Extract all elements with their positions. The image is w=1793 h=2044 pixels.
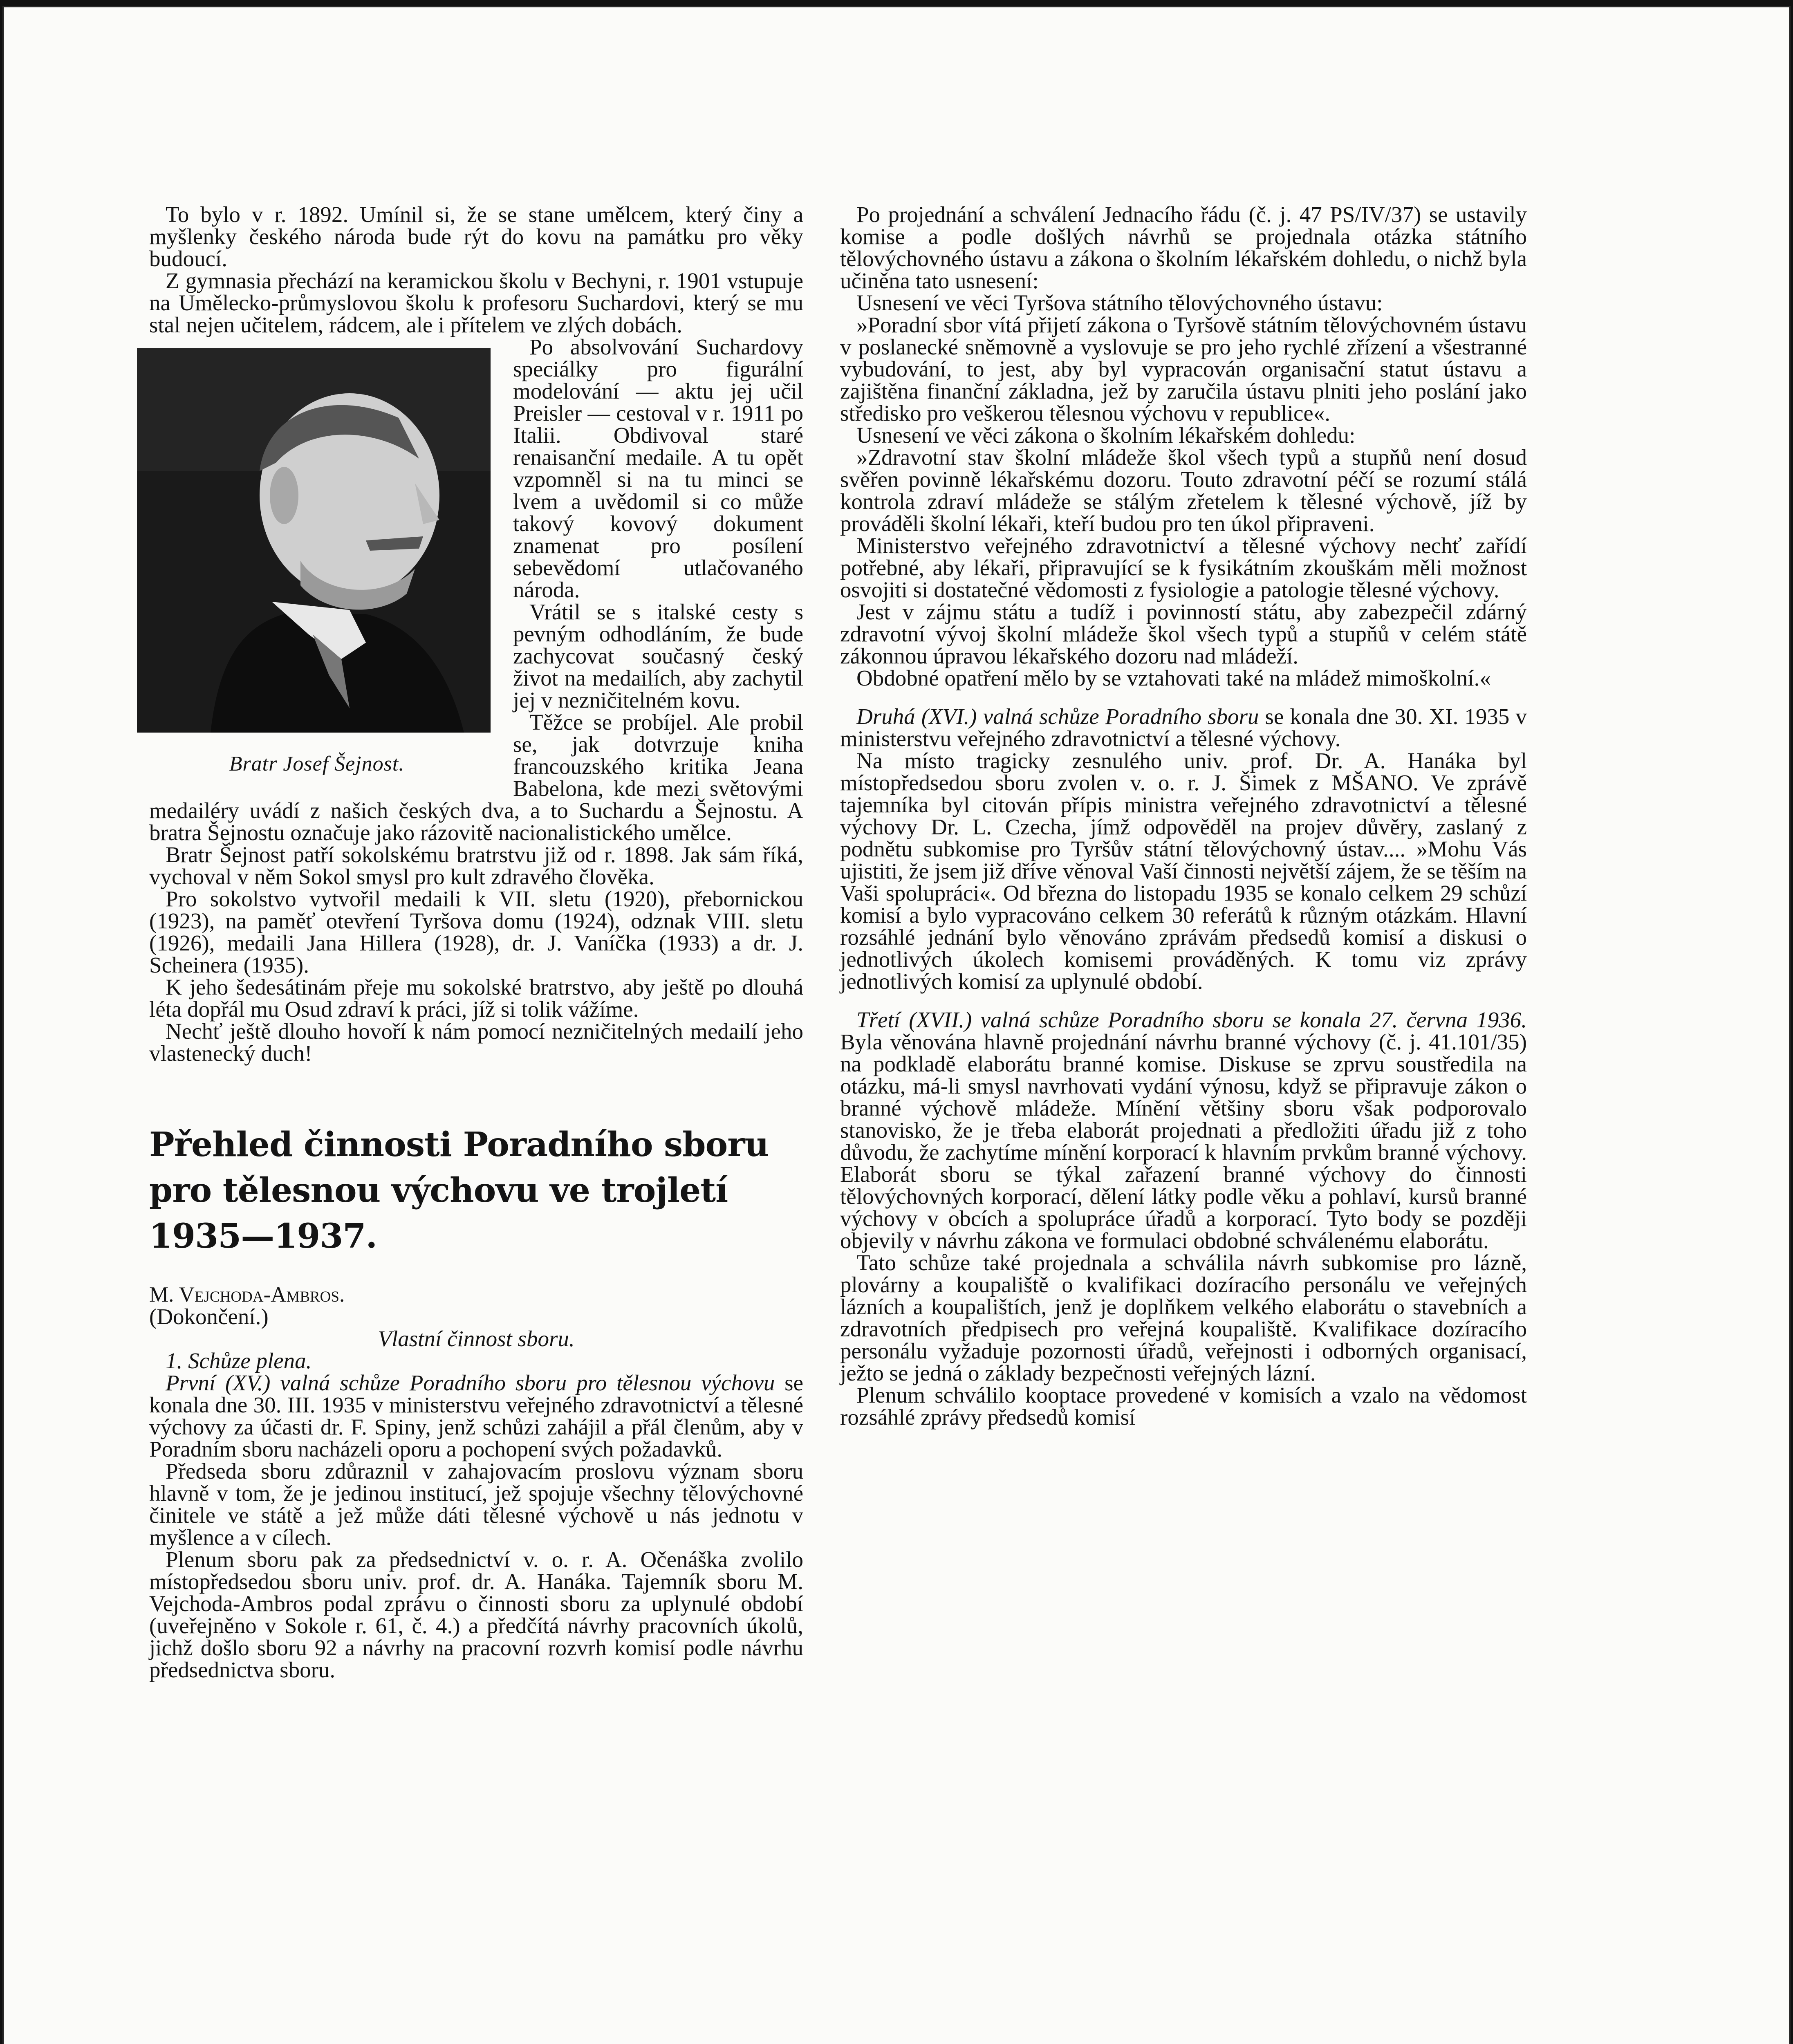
paragraph: »Zdravotní stav školní mládeže škol všech typů a stupňů není dosud svěřen povinně lékařskému dozoru. Touto zdravotní péčí se rozumí stálá kontrola zdraví mládeže se stálým zřetelem k tělesné výchově, jíž by prováděli školní lékaři, kteří budou pro ten úkol připraveni. — [840, 445, 1527, 536]
paragraph: Z gymnasia přechází na keramickou školu v Bechyni, r. 1901 vstupuje na Umělecko-průmyslovou školu k profesoru Suchardovi, který se mu stal nejen učitelem, rádcem, ale i přítelem ve zlých dobách. — [149, 268, 803, 337]
paragraph: Tato schůze také projednala a schválila návrh subkomise pro lázně, plovárny a koupaliště o kvalifikaci dozíracího personálu ve veřejných lázních a koupalištích, jenž je doplňkem velkého elaborátu o stavebních a zdravotních předpisech pro veřejná koupaliště. Kvalifikace dozíracího personálu vyžaduje pozornosti úřadů, veřejnosti i odborných organisací, ježto se jedná o základy bezpečnosti veřejných lázní. — [840, 1250, 1527, 1385]
meeting-text: Byla věnována hlavně projednání návrhu branné výchovy (č. j. 41.101/35) na podkladě elaborátu branné komise. Diskuse se zprvu soustředila na otázku, má-li smysl navrhovati vydání výnosu, když se připravuje zákon o branné výchově mládeže. Mínění většiny sboru však podporovalo stanovisko, že je třeba elaborát projednati a předložiti úřadu již z toho důvodu, že zachytíme mínění korporací k hlavním prvkům branné výchovy. Elaborát sboru se týkal zařazení branné výchovy do činnosti tělovýchovných korporací, dělení látky podle věku a pohlaví, kursů branné výchovy v obcích a spolupráce úřadů a korporací. Tyto body se později objevily v návrhu zákona ve formulaci obdobné schválenému elaborátu. — [840, 1029, 1527, 1253]
meeting-title: První (XV.) valná schůze Poradního sboru pro tělesnou výchovu — [166, 1370, 775, 1395]
left-column — [149, 204, 803, 1681]
section-heading: Vlastní činnost sboru. — [378, 1326, 575, 1351]
photo-caption: Bratr Josef Šejnost. — [229, 752, 405, 775]
paragraph — [840, 706, 1527, 750]
paragraph: Pro sokolstvo vytvořil medaili k VII. sletu (1920), přebornickou (1923), na paměť otevření Tyršova domu (1924), odznak VIII. sletu (1926), medaili Jana Hillera (1928), dr. J. Vaníčka (1933) a dr. J. Scheinera (1935). — [149, 886, 803, 977]
paragraph — [149, 1372, 803, 1460]
article-title: Přehled činnosti Poradního sboru pro tělesnou výchovu ve trojletí 1935—1937. — [149, 1125, 769, 1256]
paragraph: Vrátil se s italské cesty s pevným odhodláním, že bude zachycovat současný český život na medailích, aby zachytil jej v nezničitelném kovu. — [513, 599, 803, 713]
paragraph: »Poradní sbor vítá přijetí zákona o Tyršově státním tělovýchovném ústavu v poslanecké sněmovně a vyslovuje se pro jeho rychlé zřízení a všestranné vybudování, to jest, aby byl vypracován organisační statut ústavu a zajištěna finanční základna, jež by zaručila ústavu plniti jeho poslání jako středisko pro veškerou tělesnou výchovu v republice«. — [840, 312, 1527, 426]
meeting-text: se konala dne 30. III. 1935 v ministerstvu veřejného zdravotnictví a tělesné výchovy za účasti dr. F. Spiny, jenž schůzi zahájil a přál členům, aby v Poradním sboru nacházeli oporu a pochopení svých požadavků. — [149, 1370, 803, 1461]
paragraph: To bylo v r. 1892. Umínil si, že se stane umělcem, který činy a myšlenky českého národa bude rýt do kovu na památku pro věky budoucí. — [149, 202, 803, 271]
portrait-photo — [137, 348, 491, 733]
document-page — [2, 6, 1791, 2044]
paragraph: K jeho šedesátinám přeje mu sokolské bratrstvo, aby ještě po dlouhá léta dopřál mu Osud zdraví k práci, jíž si tolik vážíme. — [149, 975, 803, 1022]
subsection-heading: 1. Schůze plena. — [166, 1348, 312, 1373]
meeting-title: Druhá (XVI.) valná schůze Poradního sboru — [856, 704, 1259, 729]
meeting-title: Třetí (XVII.) valná schůze Poradního sboru se konala 27. června 1936. — [856, 1007, 1527, 1032]
portrait-figure — [137, 348, 497, 775]
paragraph: Těžce se probíjel. Ale probil se, jak dotvrzuje kniha francouzského kritika Jeana Babelona, kde mezi světovými medailéry uvádí z našich českých dva, a to Suchardu a Šejnostu. A bratra Šejnostu označuje jako rázovitě nacionalistického umělce. — [149, 710, 803, 845]
paragraph: Nechť ještě dlouho hovoří k nám pomocí nezničitelných medailí jeho vlastenecký duch! — [149, 1019, 803, 1066]
continued-note: (Dokončení.) — [149, 1304, 269, 1329]
right-column — [840, 204, 1527, 1428]
paragraph: Na místo tragicky zesnulého univ. prof. Dr. A. Hanáka byl místopředsedou sboru zvolen v. o. r. J. Šimek z MŠANO. Ve zprávě tajemníka byl citován přípis ministra veřejného zdravotnictví a tělesné výchovy Dr. L. Czecha, jímž odpověděl na projev důvěry, zaslaný z podnětu subkomise pro Tyršův státní tělovýchovný ústav.... »Mohu Vás ujistiti, že jsem již dříve věnoval Vaší činnosti největší zájem, že se těším na Vaši spolupráci«. Od března do listopadu 1935 se konalo celkem 29 schůzí komisí a bylo vypracováno celkem 30 referátů k různým otázkám. Hlavní rozsáhlé jednání bylo věnováno zprávám předsedů komisí a diskusi o jednotlivých úkolech komisemi prováděných. K tomu viz zprávy jednotlivých komisí za uplynulé období. — [840, 748, 1527, 994]
paragraph: Ministerstvo veřejného zdravotnictví a tělesné výchovy nechť zařídí potřebné, aby lékaři, připravující se k fysikátním zkouškám měli možnost osvojiti si dostatečné vědomosti z fysiologie a patologie tělesné výchovy. — [840, 533, 1527, 602]
paragraph: Po absolvování Suchardovy speciálky pro figurální modelování — aktu jej učil Preisler — cestoval v r. 1911 po Italii. Obdivoval staré renaisanční medaile. A tu opět vzpomněl si na tu minci se lvem a uvědomil si co může takový kovový dokument znamenat pro posílení sebevědomí utlačovaného národa. — [513, 334, 803, 602]
paragraph: Bratr Šejnost patří sokolskému bratrstvu již od r. 1898. Jak sám říká, vychoval v něm Sokol smysl pro kult zdravého člověka. — [149, 842, 803, 889]
paragraph: Po projednání a schválení Jednacího řádu (č. j. 47 PS/IV/37) se ustavily komise a podle došlých návrhů se projednala otázka státního tělovýchovného ústavu a zákona o školním lékařském dohledu, o nichž byla učiněna tato usnesení: — [840, 202, 1527, 293]
paragraph: Usnesení ve věci zákona o školním lékařském dohledu: — [856, 423, 1356, 448]
paragraph — [840, 1009, 1527, 1252]
paragraph: Usnesení ve věci Tyršova státního tělovýchovného ústavu: — [856, 290, 1383, 315]
meeting-text: se konala dne 30. XI. 1935 v ministerstvu veřejného zdravotnictví a tělesné výchovy. — [840, 704, 1527, 751]
author-name: M. Vejchoda-Ambros. — [149, 1283, 345, 1307]
paragraph: Obdobné opatření mělo by se vztahovati také na mládež mimoškolní.« — [856, 666, 1491, 690]
paragraph: Plenum schválilo kooptace provedené v komisích a vzalo na vědomost rozsáhlé zprávy předsedů komisí — [840, 1383, 1527, 1430]
paragraph: Plenum sboru pak za předsednictví v. o. r. A. Očenáška zvolilo místopředsedou sboru univ. prof. dr. A. Hanáka. Tajemník sboru M. Vejchoda-Ambros podal zprávu o činnosti sboru za uplynulé období (uveřejněno v Sokole r. 61, č. 4.) a předčítá návrhy pracovních úkolů, jichž došlo sboru 92 a návrhy na pracovní rozvrh komisí podle návrhu předsednictva sboru. — [149, 1547, 803, 1682]
byline — [149, 1284, 803, 1306]
paragraph: Předseda sboru zdůraznil v zahajovacím proslovu význam sboru hlavně v tom, že je jedinou institucí, jež spojuje všechny tělovýchovné činitele ve státě a jež může dáti tělesné výchově u nás jednotu v myšlence a v cílech. — [149, 1459, 803, 1550]
paragraph: Jest v zájmu státu a tudíž i povinností státu, aby zabezpečil zdárný zdravotní vývoj školní mládeže škol všech typů a stupňů v celém státě zákonnou úpravou lékařského dozoru nad mládeží. — [840, 599, 1527, 668]
